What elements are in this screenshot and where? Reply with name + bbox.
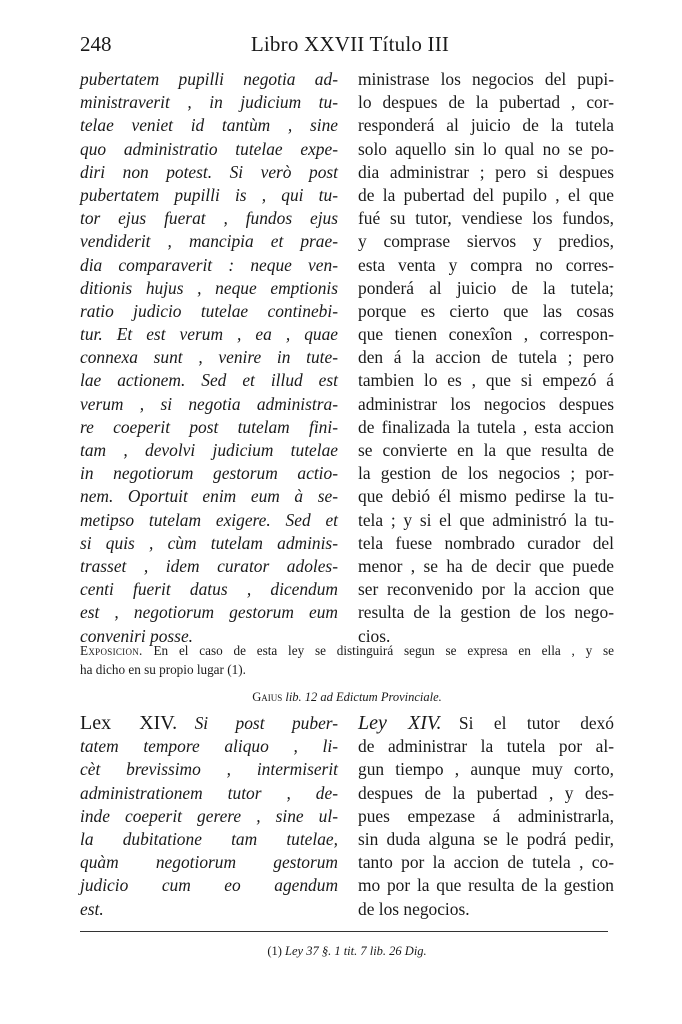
spanish-lower-text: de administrar la tutela por al- — [358, 736, 614, 757]
spanish-lower-line — [358, 758, 614, 781]
latin-upper-line — [80, 532, 338, 555]
latin-lower-text: Si post puber- — [194, 713, 338, 733]
latin-upper-text: pubertatem pupilli is , qui tu- — [80, 184, 338, 205]
latin-upper-text: centi fuerit datus , dicendum — [80, 579, 338, 600]
spanish-upper-line — [358, 161, 614, 184]
latin-upper-text: tur. Et est verum , ea , quae — [80, 324, 338, 345]
spanish-upper-line — [358, 91, 614, 114]
exposicion-label: Exposicion. — [80, 643, 143, 658]
latin-upper-line — [80, 114, 338, 137]
spanish-upper-text: menor , se ha de decir que puede — [358, 555, 614, 576]
latin-upper-line — [80, 485, 338, 508]
latin-upper-text: ministraverit , in judicium tu- — [80, 92, 338, 113]
spanish-upper-line — [358, 601, 614, 624]
spanish-upper-text: ministrase los negocios del pupi- — [358, 69, 614, 89]
latin-upper-line — [80, 91, 338, 114]
spanish-upper-line — [358, 138, 614, 161]
latin-upper-text: diri non potest. Si verò post — [80, 161, 338, 182]
exposicion-text-line-1: En el caso de esta ley se distinguirá segun se expresa en ella , y se — [153, 643, 615, 658]
spanish-upper-text: que tienen conexîon , correspon- — [358, 324, 614, 345]
latin-upper-line — [80, 601, 338, 624]
latin-upper-line — [80, 369, 338, 392]
spanish-upper-line — [358, 485, 614, 508]
page-header — [80, 32, 620, 62]
latin-upper-line — [80, 416, 338, 439]
latin-upper-text: tor ejus fuerat , fundos ejus — [80, 208, 338, 229]
latin-column-lower — [80, 712, 338, 921]
spanish-lower-line — [358, 735, 614, 758]
spanish-lower-line — [358, 828, 614, 851]
spanish-upper-line — [358, 346, 614, 369]
latin-upper-line — [80, 254, 338, 277]
spanish-upper-text: solo aquello sin lo qual no se po- — [358, 138, 614, 159]
latin-upper-line — [80, 230, 338, 253]
latin-upper-line — [80, 439, 338, 462]
latin-lower-text: la dubitatione tam tutelae, — [80, 828, 338, 849]
spanish-upper-line — [358, 462, 614, 485]
spanish-lower-line — [358, 805, 614, 828]
spanish-upper-line — [358, 254, 614, 277]
footnote-marker: (1) — [267, 944, 282, 958]
latin-lower-text: cèt brevissimo , intermiserit — [80, 759, 338, 780]
latin-upper-line — [80, 300, 338, 323]
latin-upper-text: vendiderit , mancipia et prae- — [80, 231, 338, 252]
spanish-lower-text: despues de la pubertad , y des- — [358, 782, 614, 803]
spanish-upper-text: dia administrar ; pero si despues — [358, 161, 614, 182]
spanish-upper-line — [358, 555, 614, 578]
spanish-lower-text: de los negocios. — [358, 898, 470, 919]
spanish-upper-text: tela fuese nombrado curador del — [358, 532, 614, 553]
latin-lower-line — [80, 828, 338, 851]
latin-lower-text: judicio cum eo agendum — [80, 875, 338, 896]
spanish-upper-text: den á la accion de tutela ; pero — [358, 347, 614, 368]
spanish-upper-text: responderá al juicio de la tutela — [358, 115, 614, 136]
latin-upper-text: telae veniet id tantùm , sine — [80, 115, 338, 136]
latin-lower-text: inde coeperit gerere , sine ul- — [80, 805, 338, 826]
spanish-upper-line — [358, 184, 614, 207]
exposicion-text-line-2: ha dicho en su propio lugar (1). — [80, 662, 246, 677]
latin-upper-text: si quis , cùm tutelam adminis- — [80, 532, 338, 553]
spanish-upper-text: ponderá al juicio de la tutela; — [358, 277, 614, 298]
spanish-column-upper — [358, 68, 614, 648]
spanish-upper-text: de finalizada la tutela , esta accion — [358, 416, 614, 437]
spanish-upper-text: esta venta y compra no corres- — [358, 254, 614, 275]
spanish-upper-text: porque es cierto que las cosas — [358, 300, 614, 321]
spanish-lower-line — [358, 712, 614, 735]
spanish-upper-line — [358, 300, 614, 323]
spanish-upper-line — [358, 439, 614, 462]
spanish-upper-line — [358, 369, 614, 392]
spanish-upper-line — [358, 393, 614, 416]
latin-lower-line — [80, 758, 338, 781]
latin-upper-line — [80, 578, 338, 601]
spanish-upper-text: resulta de la gestion de los nego- — [358, 602, 614, 623]
page-number: 248 — [80, 32, 112, 56]
spanish-lower-text: pues empezase á administrarla, — [358, 805, 614, 826]
latin-upper-line — [80, 68, 338, 91]
latin-lower-text: tatem tempore aliquo , li- — [80, 736, 338, 757]
latin-upper-line — [80, 555, 338, 578]
latin-upper-line — [80, 346, 338, 369]
latin-upper-line — [80, 323, 338, 346]
spanish-lower-line — [358, 851, 614, 874]
spanish-lower-line — [358, 898, 614, 921]
spanish-upper-line — [358, 532, 614, 555]
spanish-upper-text: que debió él mismo pedirse la tu- — [358, 486, 614, 507]
spanish-lower-line — [358, 874, 614, 897]
spanish-upper-text: cios. — [358, 625, 391, 646]
latin-upper-line — [80, 207, 338, 230]
spanish-lower-text: gun tiempo , aunque muy corto, — [358, 759, 614, 780]
spanish-upper-line — [358, 416, 614, 439]
latin-upper-text: in negotiorum gestorum actio- — [80, 463, 338, 484]
latin-upper-text: metipso tutelam exigere. Sed et — [80, 509, 338, 530]
latin-upper-text: trasset , idem curator adoles- — [80, 555, 338, 576]
exposicion-note — [80, 641, 614, 679]
spanish-upper-text: fué su tutor, vendiese los fundos, — [358, 208, 614, 229]
latin-upper-line — [80, 509, 338, 532]
source-author: Gaius — [252, 690, 283, 704]
spanish-upper-text: tambien lo es , que si empezó á — [358, 370, 614, 391]
spanish-upper-line — [358, 114, 614, 137]
spanish-lower-text: tanto por la accion de tutela , co- — [358, 852, 614, 873]
latin-lower-heading: Lex XIV. — [80, 712, 178, 734]
latin-upper-text: re coeperit post tutelam fini- — [80, 416, 338, 437]
running-head: Libro XXVII Título III — [250, 32, 450, 56]
spanish-upper-line — [358, 277, 614, 300]
latin-lower-line — [80, 851, 338, 874]
spanish-upper-text: se convierte en la que resulta de — [358, 440, 614, 460]
latin-upper-line — [80, 138, 338, 161]
footnote-text: Ley 37 §. 1 tit. 7 lib. 26 Dig. — [285, 944, 427, 958]
latin-upper-line — [80, 393, 338, 416]
latin-lower-text: administrationem tutor , de- — [80, 782, 338, 803]
latin-upper-text: quo administratio tutelae expe- — [80, 138, 338, 159]
spanish-upper-text: de la pubertad del pupilo , el que — [358, 184, 614, 205]
latin-lower-line — [80, 712, 338, 735]
latin-upper-text: ditionis hujus , neque emptionis — [80, 277, 338, 298]
latin-lower-text: quàm negotiorum gestorum — [80, 852, 338, 873]
latin-upper-line — [80, 277, 338, 300]
spanish-upper-line — [358, 509, 614, 532]
latin-upper-text: tam , devolvi judicium tutelae — [80, 440, 338, 460]
spanish-upper-line — [358, 207, 614, 230]
latin-lower-line — [80, 782, 338, 805]
spanish-column-lower — [358, 712, 614, 921]
footnote-rule — [80, 931, 608, 932]
spanish-lower-text: sin duda alguna se le podrá pedir, — [358, 828, 614, 849]
latin-column-upper — [80, 68, 338, 648]
spanish-upper-line — [358, 323, 614, 346]
latin-upper-text: dia comparaverit : neque ven- — [80, 254, 338, 275]
latin-upper-text: nem. Oportuit enim eum à se- — [80, 486, 338, 507]
latin-upper-text: est , negotiorum gestorum eum — [80, 602, 338, 623]
latin-upper-text: verum , si negotia administra- — [80, 393, 338, 414]
spanish-upper-text: lo despues de la pubertad , cor- — [358, 92, 614, 113]
latin-upper-text: conveniri posse. — [80, 625, 194, 646]
footnote — [80, 944, 614, 959]
spanish-upper-text: tela ; y si el que administró la tu- — [358, 509, 614, 530]
spanish-upper-text: y comprase siervos y predios, — [358, 231, 614, 252]
latin-lower-line — [80, 898, 338, 921]
latin-upper-text: connexa sunt , venire in tute- — [80, 347, 338, 368]
latin-upper-line — [80, 161, 338, 184]
latin-lower-line — [80, 735, 338, 758]
spanish-upper-line — [358, 68, 614, 91]
spanish-lower-line — [358, 782, 614, 805]
spanish-upper-text: ser reconvenido por la accion que — [358, 579, 614, 600]
source-citation — [80, 690, 614, 705]
spanish-lower-heading: Ley XIV. — [358, 712, 442, 734]
latin-upper-line — [80, 184, 338, 207]
latin-upper-text: lae actionem. Sed et illud est — [80, 370, 338, 391]
latin-upper-line — [80, 462, 338, 485]
source-work: lib. 12 ad Edictum Provinciale. — [285, 690, 442, 704]
spanish-upper-line — [358, 230, 614, 253]
spanish-upper-text: la gestion de los negocios ; por- — [358, 463, 614, 484]
latin-lower-line — [80, 874, 338, 897]
latin-upper-text: ratio judicio tutelae continebi- — [80, 300, 338, 321]
spanish-lower-text: mo por la que resulta de la gestion — [358, 875, 614, 896]
spanish-upper-text: administrar los negocios despues — [358, 393, 614, 414]
latin-lower-text: est. — [80, 898, 104, 919]
spanish-upper-line — [358, 578, 614, 601]
spanish-lower-text: Si el tutor dexó — [458, 713, 614, 733]
latin-upper-text: pubertatem pupilli negotia ad- — [80, 69, 338, 89]
latin-lower-line — [80, 805, 338, 828]
